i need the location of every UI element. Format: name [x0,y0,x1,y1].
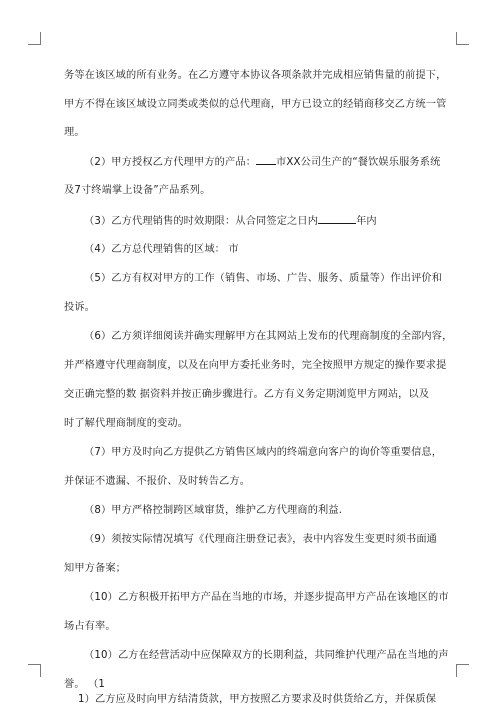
clause-3 [84,214,444,229]
crop-mark-bottom-right [456,664,469,677]
clause-9: （9）须按实际情况填写《代理商注册登记表》，表中内容发生变更时须书面通 [84,534,438,545]
clause-11: 1）乙方应及时向甲方结清货款，甲方按照乙方要求及时供货给乙方，并保质保 [78,694,437,705]
text-line: 时了解代理商制度的变动。 [64,418,189,429]
crop-mark-bottom-left [28,664,41,677]
text-line: 场占有率。 [64,621,116,632]
text-line: 及7寸终端掌上设备”产品系列。 [64,185,211,196]
fill-blank [318,214,356,224]
clause-6: （6）乙方须详细阅读并确实理解甲方在其网站上发布的代理商制度的全部内容， [84,331,453,342]
clause-10b: （10）乙方在经营活动中应保障双方的长期利益，共同维护代理产品在当地的声 [84,650,449,661]
clause-2 [84,155,444,170]
text-segment: （3）乙方代理销售的时效期限：从合同签定之日内 [84,216,319,227]
clause-5: （5）乙方有权对甲方的工作（销售、市场、广告、服务、质量等）作出评价和 [84,273,443,284]
text-line: 并保证不遗漏、不报价、及时转告乙方。 [64,476,251,487]
fill-blank [256,155,276,165]
text-segment: 市XX公司生产的“餐饮娱乐服务系统 [276,157,441,168]
clause-10: （10）乙方积极开拓甲方产品在当地的市场，并逐步提高甲方产品在该地区的市 [84,592,449,603]
crop-mark-top-left [28,32,41,45]
text-line: 投诉。 [64,302,96,313]
text-line: 甲方不得在该区域设立同类或类似的总代理商，甲方已设立的经销商移交乙方统一管 [64,99,447,110]
clause-8: （8）甲方严格控制跨区域窜货，维护乙方代理商的利益. [84,505,343,516]
text-line: 务等在该区域的所有业务。在乙方遵守本协议各项条款并完成相应销售量的前提下， [64,70,447,81]
clause-4: （4）乙方总代理销售的区域： 市 [84,244,239,255]
text-line: 知甲方备案； [64,563,127,574]
text-segment: 年内 [356,216,377,227]
text-line: 交正确完整的数 据资料并按正确步骤进行。乙方有义务定期浏览甲方网站，以及 [64,389,430,400]
text-line: 理。 [64,127,85,138]
text-line: 誉。 （1 [64,679,106,690]
text-line: 并严格遵守代理商制度，以及在向甲方委托业务时，完全按照甲方规定的操作要求提 [64,360,447,371]
clause-7: （7）甲方及时向乙方提供乙方销售区域内的终端意向客户的询价等重要信息， [84,447,443,458]
crop-mark-top-right [456,32,469,45]
text-segment: （2）甲方授权乙方代理甲方的产品： [84,157,257,168]
